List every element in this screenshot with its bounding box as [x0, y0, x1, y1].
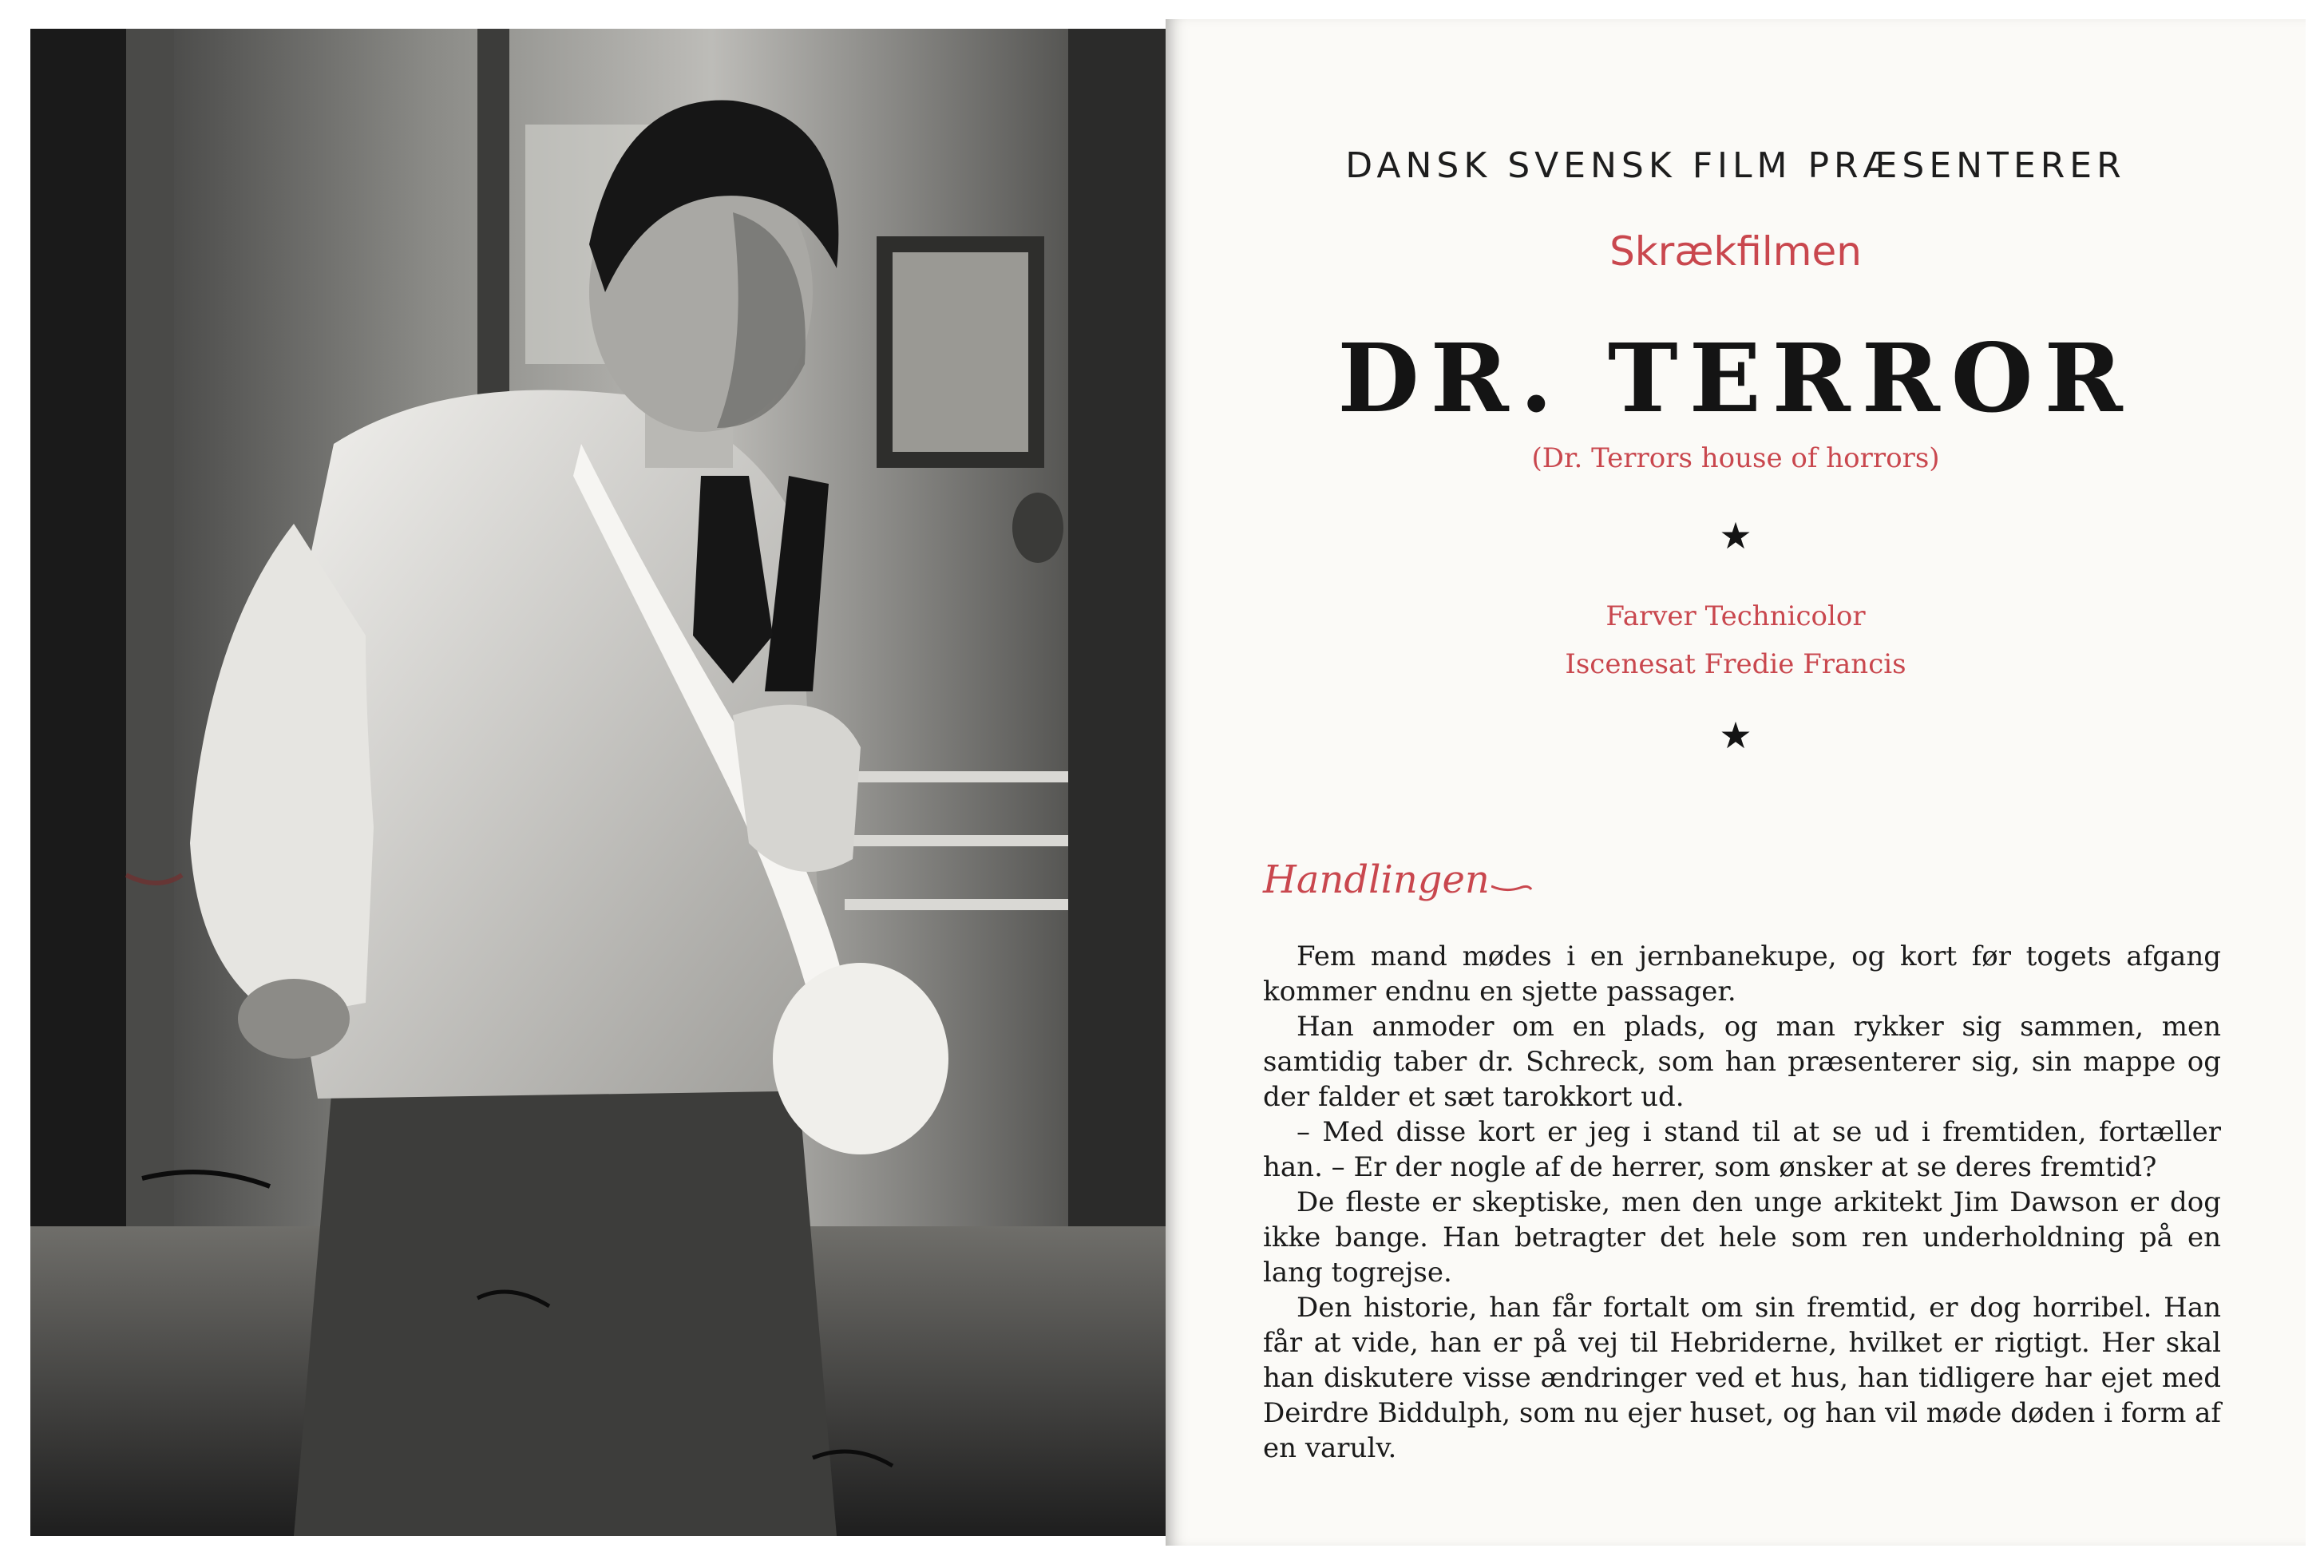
film-title: DR. TERROR — [1337, 323, 2134, 434]
synopsis — [1263, 939, 2221, 1466]
star-icon: ★ — [1719, 514, 1752, 557]
section-heading-text: Handlingen — [1263, 857, 1490, 902]
color-credit: Farver Technicolor — [1605, 600, 1866, 632]
original-title: (Dr. Terrors house of horrors) — [1531, 442, 1940, 474]
synopsis-paragraph: Den historie, han får fortalt om sin fremtid, er dog horribel. Han får at vide, han er på vej til Hebriderne, hvilket er rigtigt. Her skal han diskutere visse ændringer ved et hus, han tidligere har ejet med Deirdre Biddulph, som nu ejer huset, og han vil møde døden i form af en varulv. — [1263, 1292, 2221, 1464]
film-still-photo — [30, 29, 1166, 1536]
genre-label: Skrækfilmen — [1609, 228, 1862, 275]
left-page — [30, 29, 1166, 1536]
synopsis-paragraph: De fleste er skeptiske, men den unge arkitekt Jim Dawson er dog ikke bange. Han betragter det hele som ren underholdning på en lang togrejse. — [1263, 1186, 2221, 1289]
director-credit: Iscenesat Fredie Francis — [1565, 648, 1906, 680]
synopsis-paragraph: Fem mand mødes i en jernbanekupe, og kort før togets afgang kommer endnu en sjette passager. — [1263, 940, 2221, 1008]
right-page — [1166, 19, 2306, 1546]
flourish-icon — [1491, 881, 1533, 893]
star-icon: ★ — [1719, 714, 1752, 757]
presenter-line: DANSK SVENSK FILM PRÆSENTERER — [1345, 145, 2126, 186]
synopsis-paragraph: – Med disse kort er jeg i stand til at se ud i fremtiden, fortæller han. – Er der nogle af de herrer, som ønsker at se deres fremtid? — [1263, 1116, 2221, 1183]
section-heading — [1263, 857, 1533, 902]
synopsis-paragraph: Han anmoder om en plads, og man rykker sig sammen, men samtidig taber dr. Schreck, som han præsenterer sig, sin mappe og der falder et sæt tarokkort ud. — [1263, 1011, 2221, 1113]
